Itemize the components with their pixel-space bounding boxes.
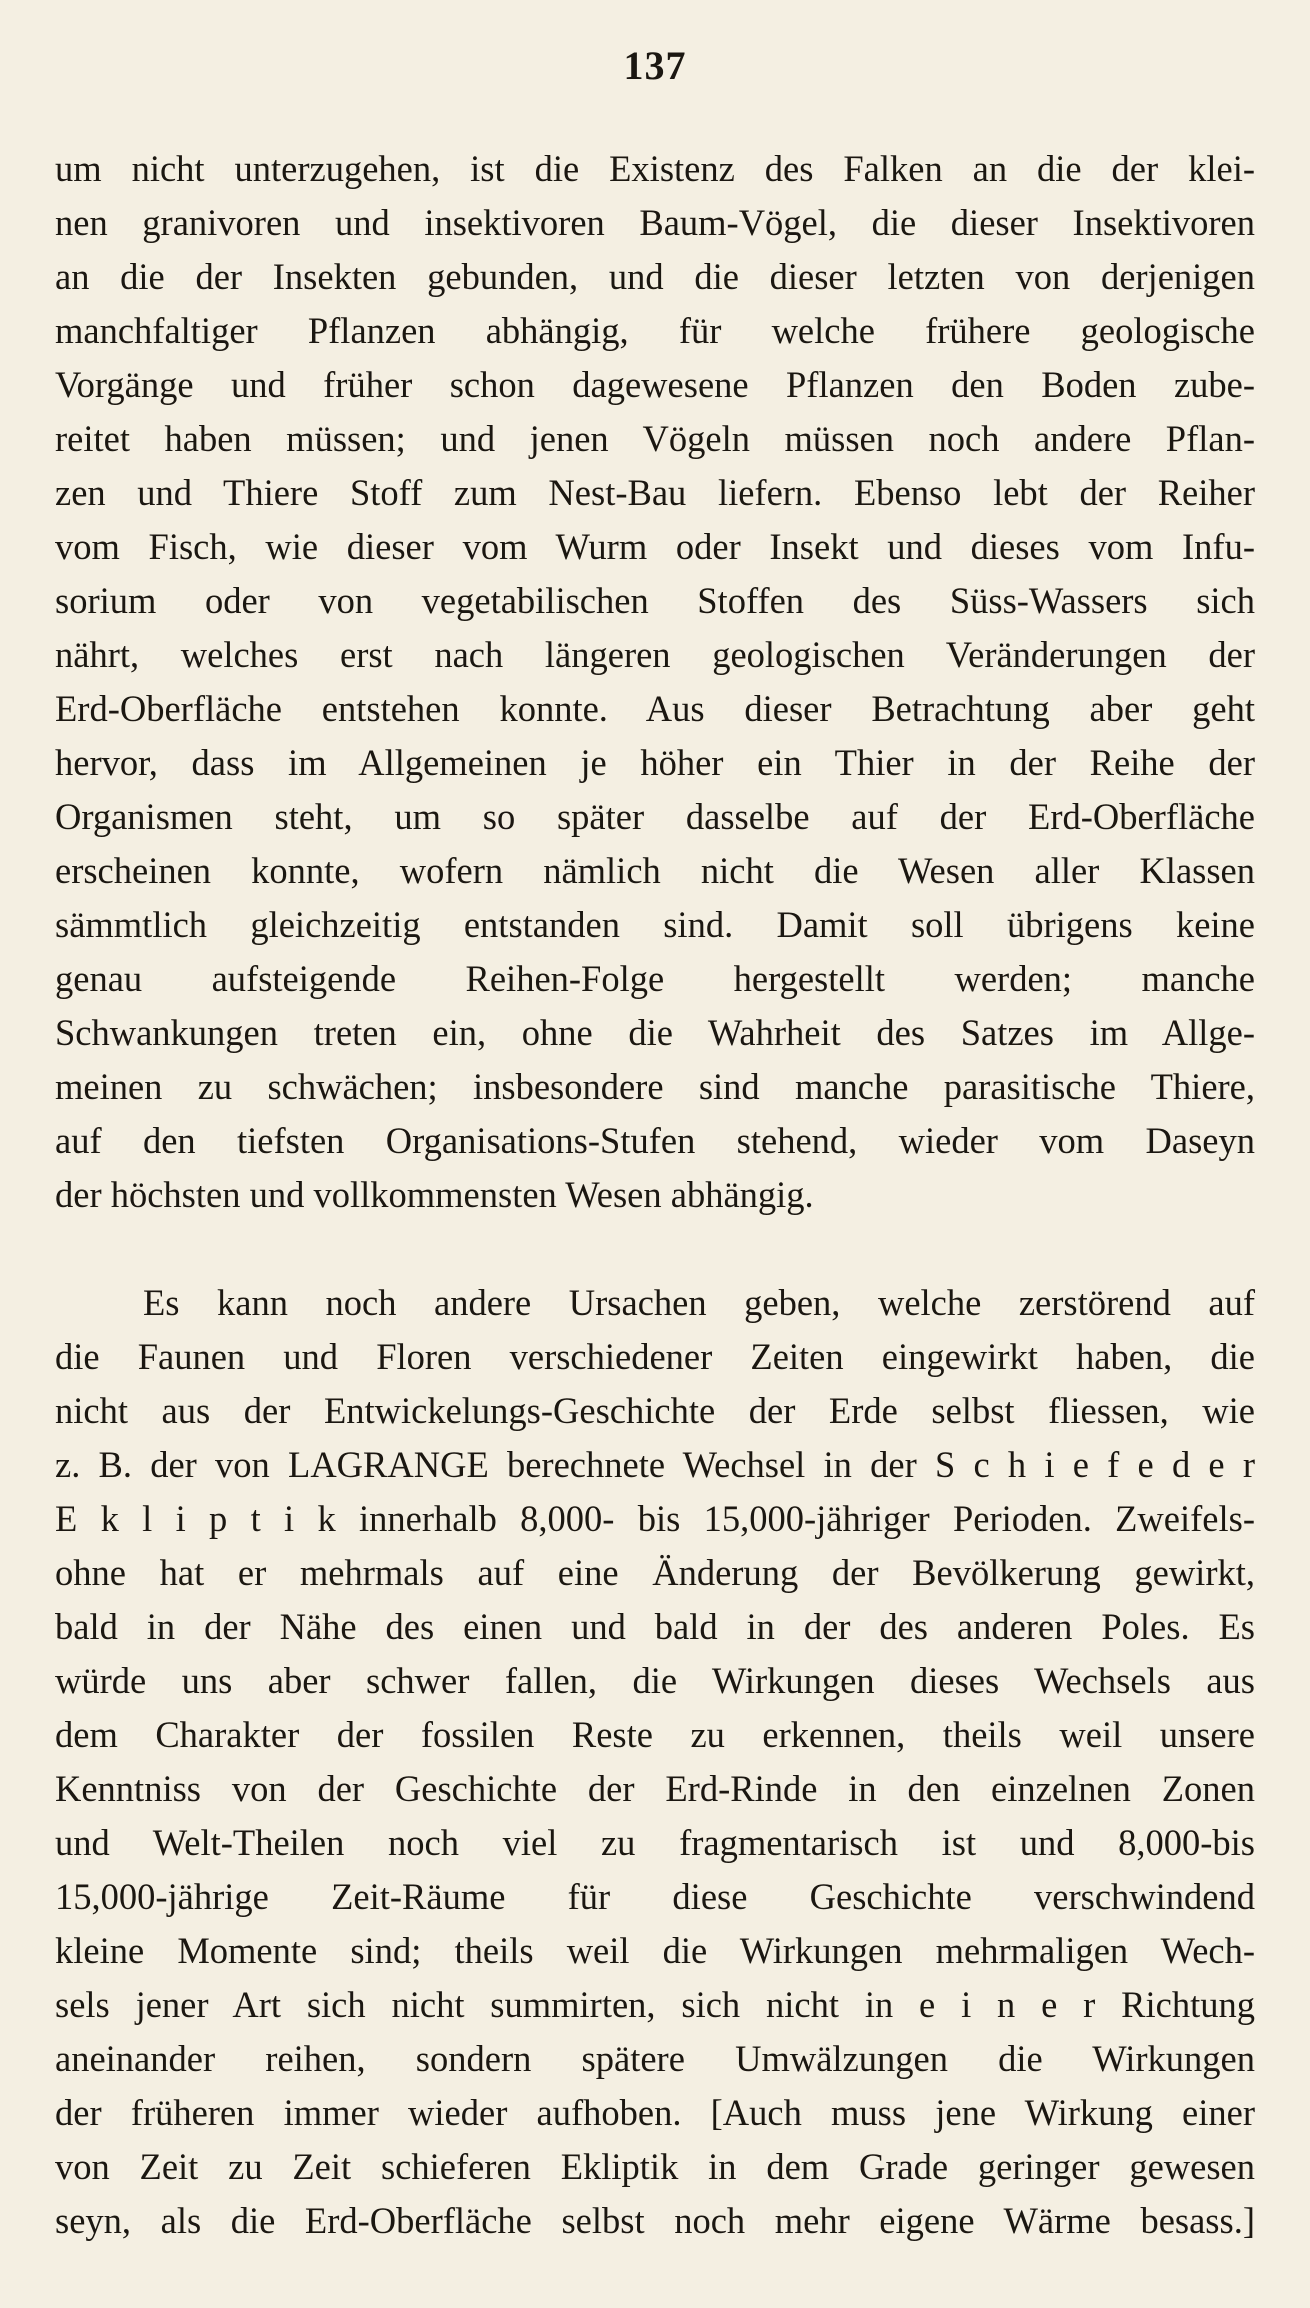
text-line: meinen zu schwächen; insbesondere sind manche parasitische Thiere, <box>55 1066 1255 1107</box>
text-line: 15,000-jährige Zeit-Räume für diese Geschichte verschwindend <box>55 1876 1255 1917</box>
text-line: der höchsten und vollkommensten Wesen abhängig. <box>55 1174 814 1215</box>
text-line: erscheinen konnte, wofern nämlich nicht die Wesen aller Klassen <box>55 850 1255 891</box>
text-line: seyn, als die Erd-Oberfläche selbst noch mehr eigene Wärme besass.] <box>55 2200 1255 2241</box>
text-line: Organismen steht, um so später dasselbe auf der Erd-Oberfläche <box>55 796 1255 837</box>
text-line: manchfaltiger Pflanzen abhängig, für welche frühere geologische <box>55 310 1255 351</box>
paragraph-1 <box>55 142 1255 1222</box>
page-number: 137 <box>623 43 687 88</box>
text-line: nen granivoren und insektivoren Baum-Vögel, die dieser Insektivoren <box>55 202 1255 243</box>
text-line: um nicht unterzugehen, ist die Existenz des Falken an die der klei- <box>55 148 1255 189</box>
text-line: die Faunen und Floren verschiedener Zeiten eingewirkt haben, die <box>55 1336 1255 1377</box>
text-line: genau aufsteigende Reihen-Folge hergestellt werden; manche <box>55 958 1255 999</box>
text-line: z. B. der von LAGRANGE berechnete Wechsel in der S c h i e f e d e r <box>55 1444 1255 1485</box>
text-line: bald in der Nähe des einen und bald in der des anderen Poles. Es <box>55 1606 1255 1647</box>
paragraph-2 <box>55 1276 1255 2248</box>
text-line: nicht aus der Entwickelungs-Geschichte der Erde selbst fliessen, wie <box>55 1390 1255 1431</box>
text-line: dem Charakter der fossilen Reste zu erkennen, theils weil unsere <box>55 1714 1255 1755</box>
text-line: kleine Momente sind; theils weil die Wirkungen mehrmaligen Wech- <box>55 1930 1255 1971</box>
text-line: vom Fisch, wie dieser vom Wurm oder Insekt und dieses vom Infu- <box>55 526 1255 567</box>
text-line: Kenntniss von der Geschichte der Erd-Rinde in den einzelnen Zonen <box>55 1768 1255 1809</box>
text-line: Es kann noch andere Ursachen geben, welche zerstörend auf <box>143 1282 1255 1323</box>
text-line: auf den tiefsten Organisations-Stufen stehend, wieder vom Daseyn <box>55 1120 1255 1161</box>
text-line: E k l i p t i k innerhalb 8,000- bis 15,000-jähriger Perioden. Zweifels- <box>55 1498 1255 1539</box>
text-line: nährt, welches erst nach längeren geologischen Veränderungen der <box>55 634 1255 675</box>
text-line: Erd-Oberfläche entstehen konnte. Aus dieser Betrachtung aber geht <box>55 688 1255 729</box>
text-line: aneinander reihen, sondern spätere Umwälzungen die Wirkungen <box>55 2038 1255 2079</box>
text-line: ohne hat er mehrmals auf eine Änderung der Bevölkerung gewirkt, <box>55 1552 1255 1593</box>
text-line: Vorgänge und früher schon dagewesene Pflanzen den Boden zube- <box>55 364 1255 405</box>
text-line: sels jener Art sich nicht summirten, sich nicht in e i n e r Richtung <box>55 1984 1255 2025</box>
text-line: reitet haben müssen; und jenen Vögeln müssen noch andere Pflan- <box>55 418 1255 459</box>
text-line: an die der Insekten gebunden, und die dieser letzten von derjenigen <box>55 256 1255 297</box>
text-line: und Welt-Theilen noch viel zu fragmentarisch ist und 8,000-bis <box>55 1822 1255 1863</box>
text-line: zen und Thiere Stoff zum Nest-Bau liefern. Ebenso lebt der Reiher <box>55 472 1255 513</box>
text-line: würde uns aber schwer fallen, die Wirkungen dieses Wechsels aus <box>55 1660 1255 1701</box>
text-line: der früheren immer wieder aufhoben. [Auch muss jene Wirkung einer <box>55 2092 1255 2133</box>
text-line: sorium oder von vegetabilischen Stoffen des Süss-Wassers sich <box>55 580 1255 621</box>
text-line: Schwankungen treten ein, ohne die Wahrheit des Satzes im Allge- <box>55 1012 1255 1053</box>
text-line: hervor, dass im Allgemeinen je höher ein Thier in der Reihe der <box>55 742 1255 783</box>
text-line: von Zeit zu Zeit schieferen Ekliptik in dem Grade geringer gewesen <box>55 2146 1255 2187</box>
text-line: sämmtlich gleichzeitig entstanden sind. Damit soll übrigens keine <box>55 904 1255 945</box>
